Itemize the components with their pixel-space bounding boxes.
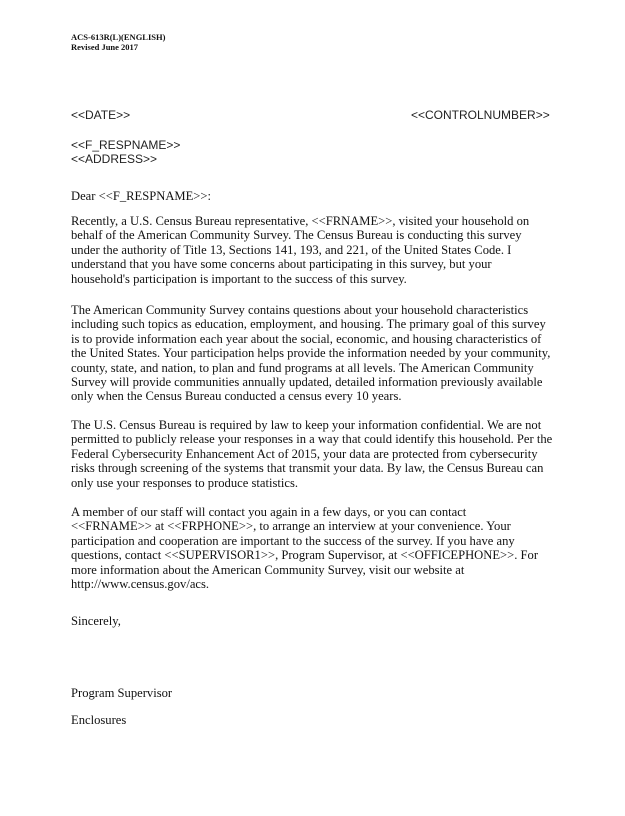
text-line: household's participation is important to the success of this survey. — [71, 271, 407, 286]
text-line: <<FRNAME>> at <<FRPHONE>>, to arrange an interview at your convenience. Your — [71, 519, 511, 534]
text-line: only use your responses to produce statistics. — [71, 475, 299, 490]
paragraph-2 — [71, 303, 550, 404]
recipient-address: <<ADDRESS>> — [71, 152, 158, 166]
text-line: including such topics as education, employment, and housing. The primary goal of this survey — [71, 317, 546, 332]
text-line: participation and cooperation are important to the success of the survey. If you have any — [71, 533, 515, 548]
recipient-block — [71, 138, 180, 166]
signer-title: Program Supervisor — [71, 686, 173, 700]
text-line: Survey will provide communities annually updated, detailed information previously available — [71, 375, 543, 390]
text-line: under the authority of Title 13, Sections 141, 193, and 221, of the United States Code. I — [71, 242, 512, 257]
paragraph-3 — [71, 418, 552, 490]
recipient-name: <<F_RESPNAME>> — [71, 138, 181, 152]
revision-date: Revised June 2017 — [71, 42, 139, 52]
text-line: more information about the American Community Survey, visit our website at — [71, 562, 465, 577]
salutation: Dear <<F_RESPNAME>>: — [71, 189, 212, 203]
text-line: only when the Census Bureau conducted a census every 10 years. — [71, 389, 402, 404]
paragraph-4 — [71, 505, 538, 591]
text-line: county, state, and nation, to plan and fund programs at all levels. The American Community — [71, 360, 534, 375]
text-line: A member of our staff will contact you again in a few days, or you can contact — [71, 505, 467, 519]
text-line: understand that you have some concerns about participating in this survey, but your — [71, 257, 492, 272]
text-line: behalf of the American Community Survey. The Census Bureau is conducting this survey — [71, 228, 522, 243]
form-id: ACS-613R(L)(ENGLISH) — [71, 32, 166, 42]
text-line: questions, contact <<SUPERVISOR1>>, Program Supervisor, at <<OFFICEPHONE>>. For — [71, 548, 539, 563]
text-line: is to provide information each year about the social, economic, and housing characteristics of — [71, 331, 542, 346]
text-line: http://www.census.gov/acs. — [71, 577, 210, 592]
text-line: risks through screening of the systems that transmit your data. By law, the Census Bureau can — [71, 461, 544, 476]
text-line: Recently, a U.S. Census Bureau representative, <<FRNAME>>, visited your household on — [71, 214, 530, 228]
control-number-field: <<CONTROLNUMBER>> — [411, 108, 550, 122]
paragraph-1 — [71, 214, 529, 286]
form-header — [71, 32, 165, 52]
text-line: The American Community Survey contains questions about your household characteristics — [71, 303, 529, 317]
date-field: <<DATE>> — [71, 108, 131, 122]
text-line: the United States. Your participation helps provide the information needed by your community, — [71, 346, 551, 361]
text-line: The U.S. Census Bureau is required by law to keep your information confidential. We are not — [71, 418, 542, 432]
enclosures-note: Enclosures — [71, 713, 127, 727]
closing: Sincerely, — [71, 614, 121, 628]
text-line: Federal Cybersecurity Enhancement Act of 2015, your data are protected from cybersecurity — [71, 446, 538, 461]
text-line: permitted to publicly release your responses in a way that could identify this household. Per the — [71, 432, 553, 447]
